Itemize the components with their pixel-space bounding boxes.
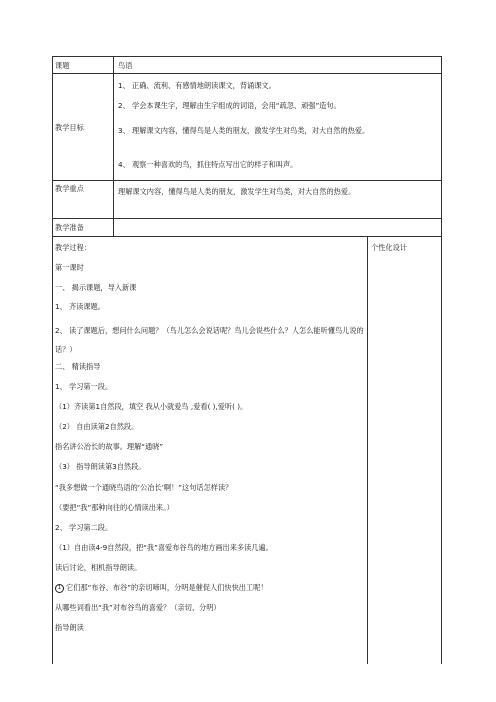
process-line: （要把“我”那种向往的心情读出来。）	[55, 503, 174, 512]
focus-value: 理解课文内容，懂得鸟是人类的朋友，激发学生对鸟类，对大自然的热爱。	[118, 187, 356, 196]
process-line: （1）自由读4-9自然段，把“我”喜爱布谷鸟的地方画出来多读几遍。	[55, 543, 273, 552]
process-line: 2、 学习第二段。	[55, 523, 113, 532]
process-line: 一、 揭示课题，导入新课	[55, 283, 137, 292]
table-border-top	[52, 56, 442, 57]
table-border-left	[52, 56, 53, 664]
row-divider-focus	[52, 218, 442, 219]
label-column-divider	[113, 56, 114, 236]
process-heading: 教学过程：	[55, 243, 91, 252]
process-line: 第一课时	[55, 263, 84, 272]
process-line: 2、 读了课题后，想问什么问题？（鸟儿怎么会说话呢？鸟儿会说些什么？人怎么能听懂鸟儿说的话？）	[55, 326, 364, 354]
process-line: （3） 指导朗读第3自然段。	[55, 462, 146, 471]
goal-item-3: 3、 理解课文内容，懂得鸟是人类的朋友，激发学生对鸟类，对大自然的热爱。	[118, 126, 370, 135]
topic-value: 鸟语	[118, 61, 133, 70]
personal-design-label: 个性化设计	[371, 243, 407, 252]
row-divider-prep	[52, 236, 442, 237]
goal-item-2: 2、 学会本课生字，理解由生字组成的词语，会用“疏忽、顽强”造句。	[118, 101, 341, 110]
process-line: 二、 精读指导	[55, 362, 101, 371]
personal-design-column-divider	[367, 236, 368, 664]
goal-item-4: 4、 观察一种喜欢的鸟，抓住特点写出它的样子和叫声。	[118, 160, 298, 169]
process-line: 指名讲公冶长的故事。理解“通晓”	[55, 442, 164, 451]
goal-item-1: 1、 正确、流利、有感情地朗读课文，背诵课文。	[118, 81, 276, 90]
process-line: 从哪些词看出“我”对布谷鸟的喜爱？（亲切、分明）	[55, 603, 221, 612]
process-line: （1）齐读第1自然段，填空 我从小就爱鸟 ,爱看( ),爱听( )。	[55, 402, 248, 411]
row-divider-goals	[52, 180, 442, 181]
goals-label: 教学目标	[55, 123, 84, 132]
row-divider-topic	[52, 73, 442, 74]
process-line: “我多想做一个通晓鸟语的‘公冶长’啊！”这句话怎样读？	[55, 483, 233, 492]
process-line-with-marker	[55, 583, 268, 593]
topic-label: 课题	[55, 61, 70, 70]
process-line: 读后讨论，相机指导朗读。	[55, 563, 142, 572]
process-line: 1、 齐读课题。	[55, 302, 105, 311]
circled-number-one-icon: 1	[55, 584, 64, 593]
process-line: 指导朗读	[55, 623, 84, 632]
process-line: （2） 自由读第2自然段。	[55, 422, 139, 431]
focus-label: 教学重点	[55, 184, 84, 193]
process-line: 1、 学习第一段。	[55, 382, 113, 391]
table-border-right	[441, 56, 442, 664]
process-line: 它们那“布谷、布谷”的亲切啼叫，分明是催促人们快快出工呢！	[66, 583, 268, 592]
prep-label: 教学准备	[55, 223, 84, 232]
